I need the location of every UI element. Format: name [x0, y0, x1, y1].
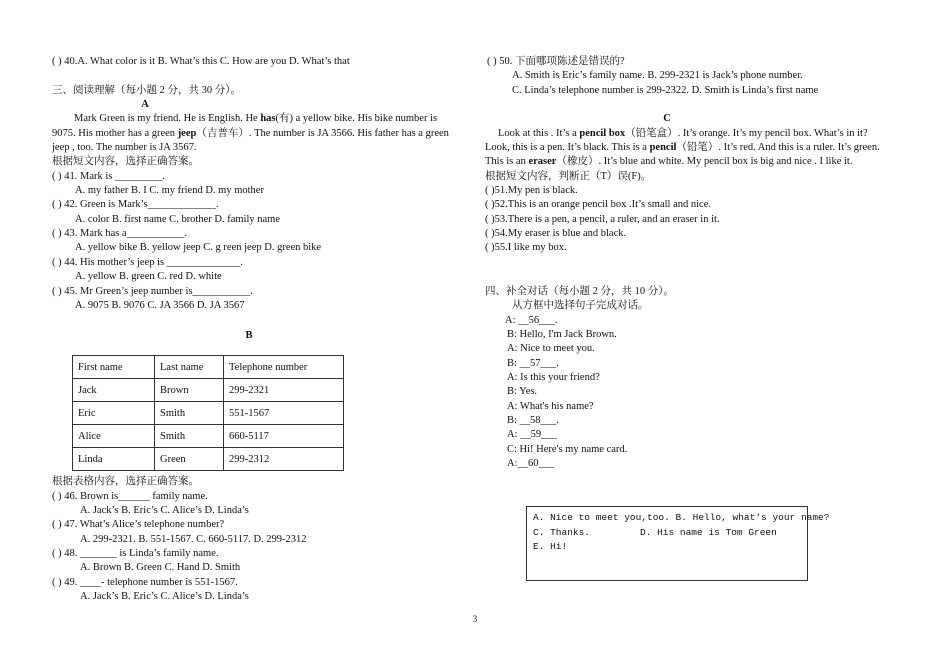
passage-c-line-2: Look, this is a pen. It’s black. This is a pencil（铅笔）. It’s red. And this is a ruler. It’s green. [485, 142, 880, 153]
options-line-2b: D. His name is Tom Green [640, 527, 777, 538]
dialogue-line: A: __59___ [507, 429, 557, 440]
question-50: ( ) 50. 下面哪项陈述是错误的? [487, 56, 625, 67]
section-3-heading: 三、阅读理解（每小题 2 分，共 30 分）。 [52, 85, 241, 96]
question-45: ( ) 45. Mr Green’s jeep number is___________. [52, 286, 253, 297]
passage-a-line-3: jeep , too. The number is JA 3567. [52, 142, 197, 153]
passage-a-line-2: 9075. His mother has a green jeep（吉普车）. The number is JA 3566. His father has a green [52, 128, 449, 139]
dialogue-line: B: Yes. [507, 386, 538, 397]
question-50-options-2: C. Linda’s telephone number is 299-2322. D. Smith is Linda’s first name [512, 85, 819, 96]
dialogue-line: A: Is this your friend? [507, 372, 600, 383]
options-line-1: A. Nice to meet you,too. B. Hello, what's your name? [533, 512, 830, 523]
passage-b-title: B [245, 330, 253, 341]
options-line-2a: C. Thanks. [533, 527, 591, 538]
table-header-cell: First name [73, 356, 155, 379]
table-cell: Linda [73, 448, 155, 471]
question-40: ( ) 40.A. What color is it B. What’s this C. How are you D. What’s that [52, 56, 350, 67]
table-cell: Eric [73, 402, 155, 425]
table-instruction: 根据表格内容，选择正确答案。 [52, 476, 199, 487]
question-48: ( ) 48. _______ is Linda’s family name. [52, 548, 219, 559]
table-cell: Jack [73, 379, 155, 402]
dialogue-line: A:__60___ [507, 458, 555, 469]
question-43-options: A. yellow bike B. yellow jeep C. g reen jeep D. green bike [75, 242, 322, 253]
question-46: ( ) 46. Brown is______ family name. [52, 491, 208, 502]
dialogue-line: A: __56___. [505, 315, 558, 326]
table-row [73, 448, 344, 471]
dialogue-line: B: __58___. [507, 415, 559, 426]
question-51: ( )51.My pen is black. [485, 185, 578, 196]
table-row [73, 379, 344, 402]
dialogue-line: A: Nice to meet you. [507, 343, 595, 354]
question-54: ( )54.My eraser is blue and black. [485, 228, 627, 239]
table-cell: 551-1567 [224, 402, 344, 425]
passage-a-title: A [141, 99, 149, 110]
table-row [73, 425, 344, 448]
dialogue-line: B: __57___. [507, 358, 559, 369]
options-line-3: E. Hi! [533, 541, 568, 552]
table-row [73, 402, 344, 425]
question-43: ( ) 43. Mark has a___________. [52, 228, 188, 239]
section-4-instruction: 从方框中选择句子完成对话。 [512, 300, 649, 311]
question-44-options: A. yellow B. green C. red D. white [75, 271, 222, 282]
passage-a-line-1: Mark Green is my friend. He is English. He has(有) a yellow bike. His bike number is [74, 113, 438, 124]
dialogue-line: C: Hi! Here's my name card. [507, 444, 628, 455]
question-42: ( ) 42. Green is Mark’s_____________. [52, 199, 219, 210]
passage-c-instruction: 根据短文内容，判断正（T）误(F)。 [485, 171, 652, 182]
page-number: 3 [472, 614, 478, 624]
question-47-options: A. 299-2321. B. 551-1567. C. 660-5117. D. 299-2312 [80, 534, 307, 545]
section-4-heading: 四、补全对话（每小题 2 分，共 10 分）。 [485, 286, 674, 297]
table-header-row [73, 356, 344, 379]
table-cell: Alice [73, 425, 155, 448]
table-cell: 299-2321 [224, 379, 344, 402]
passage-c-title: C [663, 113, 671, 124]
table-cell: 660-5117 [224, 425, 344, 448]
table-header-cell: Telephone number [224, 356, 344, 379]
table-cell: Smith [155, 425, 224, 448]
telephone-table [72, 355, 344, 471]
table-cell: Smith [155, 402, 224, 425]
passage-a-instruction: 根据短文内容，选择正确答案。 [52, 156, 199, 167]
dialogue-line: B: Hello, I'm Jack Brown. [507, 329, 617, 340]
question-52: ( )52.This is an orange pencil box .It’s small and nice. [485, 199, 711, 210]
table-cell: Brown [155, 379, 224, 402]
question-45-options: A. 9075 B. 9076 C. JA 3566 D. JA 3567 [75, 300, 245, 311]
question-44: ( ) 44. His mother’s jeep is ______________. [52, 257, 243, 268]
question-53: ( )53.There is a pen, a pencil, a ruler, and an eraser in it. [485, 214, 720, 225]
table-header-cell: Last name [155, 356, 224, 379]
question-41-options: A. my father B. I C. my friend D. my mother [75, 185, 264, 196]
question-46-options: A. Jack’s B. Eric’s C. Alice’s D. Linda’s [80, 505, 249, 516]
question-42-options: A. color B. first name C. brother D. family name [75, 214, 280, 225]
question-49: ( ) 49. ____- telephone number is 551-1567. [52, 577, 238, 588]
table-cell: Green [155, 448, 224, 471]
question-49-options: A. Jack’s B. Eric’s C. Alice’s D. Linda’s [80, 591, 249, 602]
dialogue-line: A: What's his name? [507, 401, 594, 412]
passage-c-line-3: This is an eraser（橡皮）. It’s blue and white. My pencil box is big and nice . I like it. [485, 156, 853, 167]
question-48-options: A. Brown B. Green C. Hand D. Smith [80, 562, 241, 573]
question-55: ( )55.I like my box. [485, 242, 567, 253]
question-47: ( ) 47. What’s Alice’s telephone number? [52, 519, 225, 530]
options-box [526, 506, 830, 581]
passage-c-line-1: Look at this . It’s a pencil box（铅笔盒）. It’s orange. It’s my pencil box. What’s in it? [498, 128, 868, 139]
question-50-options-1: A. Smith is Eric’s family name. B. 299-2321 is Jack’s phone number. [512, 70, 803, 81]
table-cell: 299-2312 [224, 448, 344, 471]
question-41: ( ) 41. Mark is _________. [52, 171, 165, 182]
